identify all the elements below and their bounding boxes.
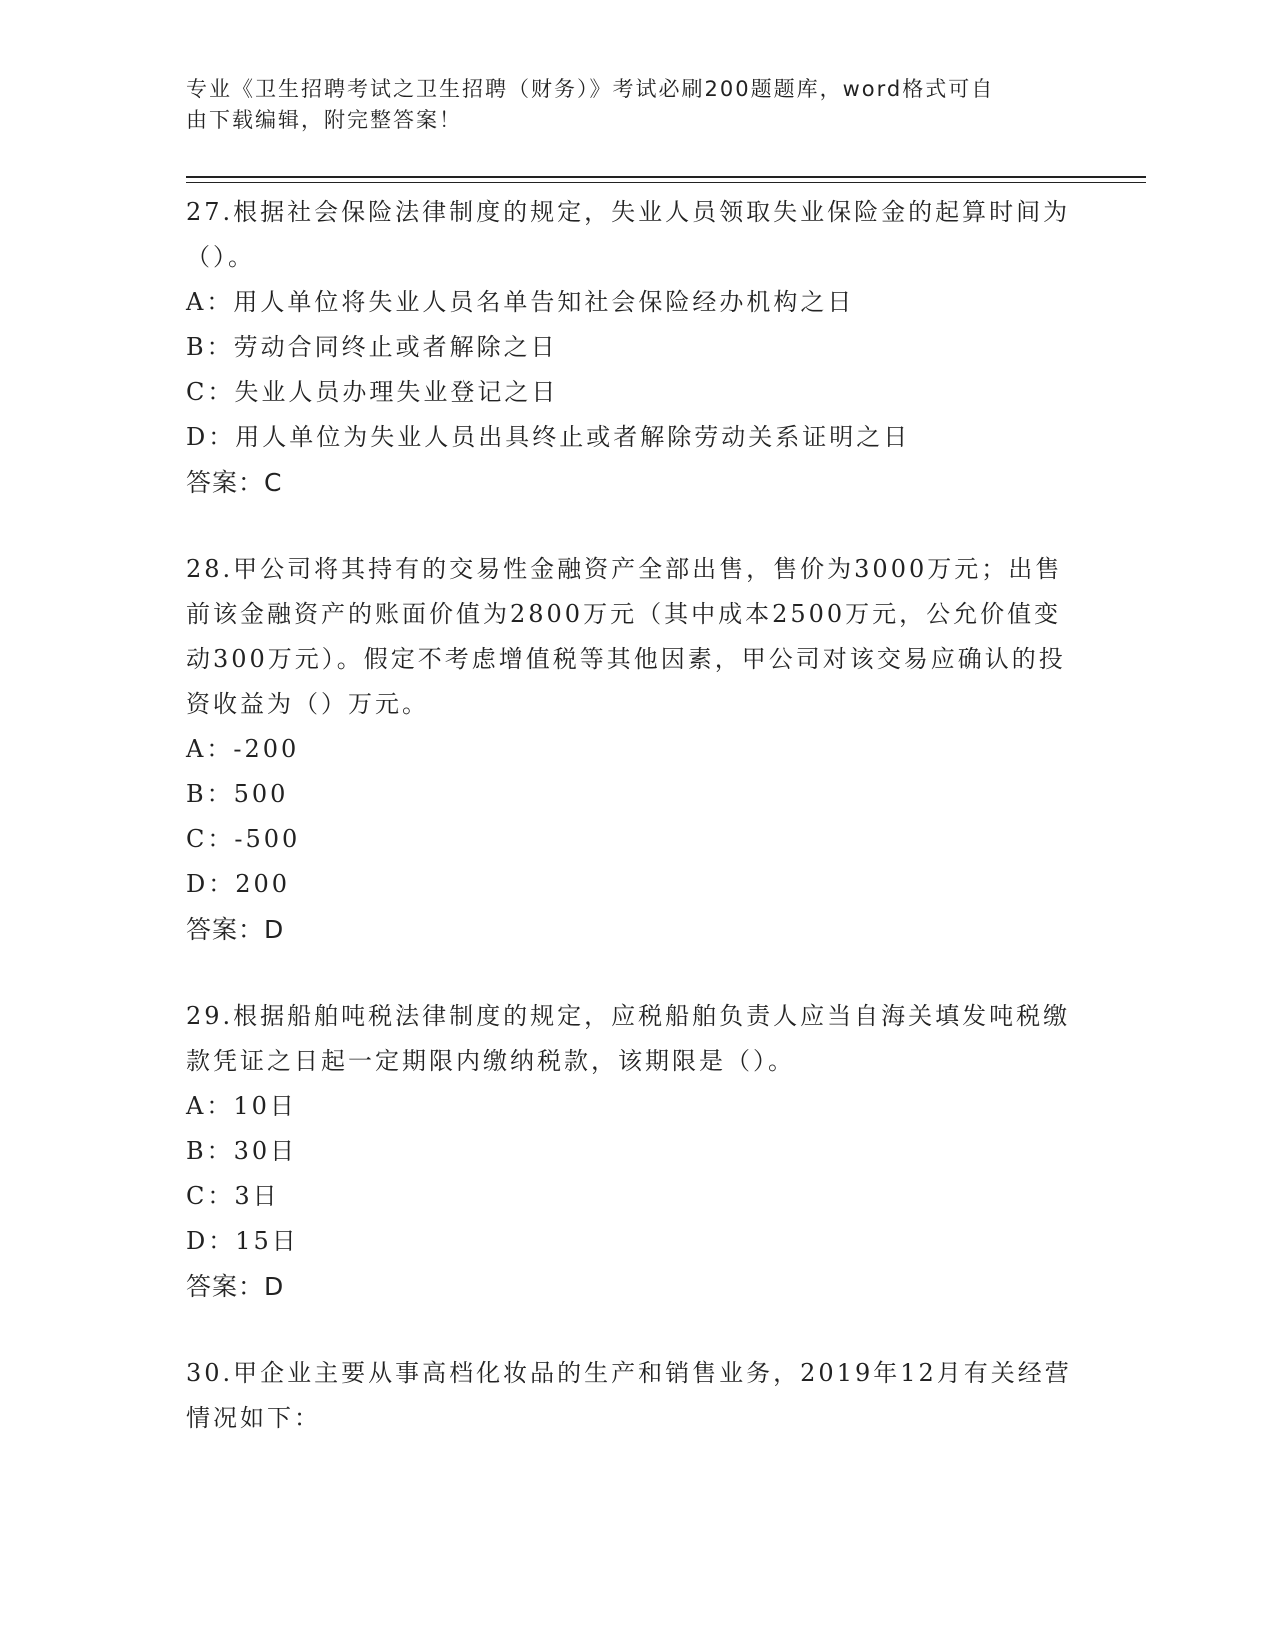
document-header: [186, 74, 1076, 136]
header-rule-thick: [186, 176, 1146, 178]
question-28: [186, 547, 1086, 952]
header-line-2: 由下载编辑，附完整答案！: [186, 108, 462, 132]
option-d: D：15日: [186, 1227, 299, 1255]
question-stem: 30.甲企业主要从事高档化妆品的生产和销售业务，2019年12月有关经营情况如下：: [186, 1359, 1072, 1432]
answer: 答案：C: [186, 468, 283, 497]
option-d: D：用人单位为失业人员出具终止或者解除劳动关系证明之日: [186, 423, 911, 451]
option-c: C：失业人员办理失业登记之日: [186, 378, 559, 406]
question-27: [186, 190, 1086, 505]
answer: 答案：D: [186, 915, 285, 944]
header-rule-thin: [186, 182, 1146, 183]
option-b: B：30日: [186, 1137, 298, 1165]
option-b: B：500: [186, 780, 289, 808]
question-stem: 28.甲公司将其持有的交易性金融资产全部出售，售价为3000万元；出售前该金融资产的账面价值为2800万元（其中成本2500万元，公允价值变动300万元）。假定不考虑增值税等其他因素，甲公司对该交易应确认的投资收益为（）万元。: [186, 555, 1066, 718]
option-a: A：10日: [186, 1092, 297, 1120]
option-c: C：-500: [186, 825, 301, 853]
question-list: [186, 190, 1086, 1483]
option-a: A：用人单位将失业人员名单告知社会保险经办机构之日: [186, 288, 855, 316]
option-c: C：3日: [186, 1182, 280, 1210]
header-line-1: 专业《卫生招聘考试之卫生招聘（财务）》考试必刷200题题库，word格式可自: [186, 77, 995, 101]
question-29: [186, 994, 1086, 1309]
question-stem: 27.根据社会保险法律制度的规定，失业人员领取失业保险金的起算时间为（）。: [186, 198, 1071, 271]
option-a: A：-200: [186, 735, 300, 763]
answer: 答案：D: [186, 1272, 285, 1301]
question-stem: 29.根据船舶吨税法律制度的规定，应税船舶负责人应当自海关填发吨税缴款凭证之日起一定期限内缴纳税款，该期限是（）。: [186, 1002, 1071, 1075]
option-d: D：200: [186, 870, 291, 898]
question-30: [186, 1351, 1086, 1441]
option-b: B：劳动合同终止或者解除之日: [186, 333, 558, 361]
